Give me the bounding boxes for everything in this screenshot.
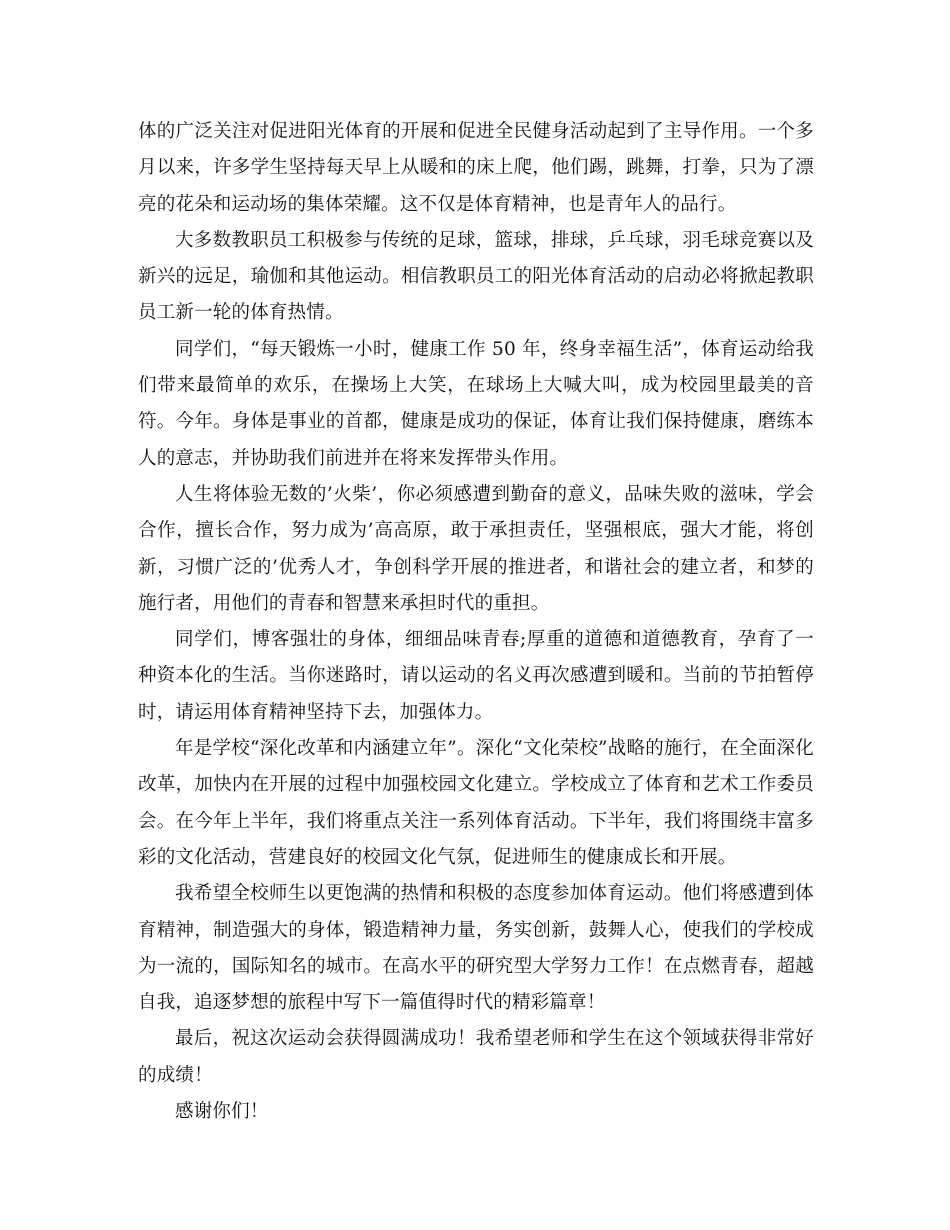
paragraph-4: 人生将体验无数的’火柴’，你必须感遭到勤奋的意义，品味失败的滋味，学会合作，擅长合作，努力成为’高高原，敢于承担责任，坚强根底，强大才能，将创新，习惯广泛的’优秀人才，争创科学开展的推进者，和谐社会的建立者，和梦的施行者，用他们的青春和智慧来承担时代的重担。 [138,483,814,614]
paragraph-1: 体的广泛关注对促进阳光体育的开展和促进全民健身活动起到了主导作用。一个多月以来，许多学生坚持每天早上从暖和的床上爬，他们踢，跳舞，打拳，只为了漂亮的花朵和运动场的集体荣耀。这不仅是体育精神，也是青年人的品行。 [138,121,814,215]
paragraph-8: 最后，祝这次运动会获得圆满成功！我希望老师和学生在这个领域获得非常好的成绩！ [138,1028,814,1086]
paragraph-3: 同学们，“每天锻炼一小时，健康工作 50 年，终身幸福生活”，体育运动给我们带来最简单的欢乐，在操场上大笑，在球场上大喊大叫，成为校园里最美的音符。今年。身体是事业的首都，健康是成功的保证，体育让我们保持健康，磨练本人的意志，并协助我们前进并在将来发挥带头作用。 [138,338,814,469]
paragraph-9: 感谢你们！ [175,1101,269,1123]
paragraph-5: 同学们，博客强壮的身体，细细品味青春;厚重的道德和道德教育，孕育了一种资本化的生活。当你迷路时，请以运动的名义再次感遭到暖和。当前的节拍暂停时，请运用体育精神坚持下去，加强体力。 [138,629,814,723]
paragraph-6: 年是学校“深化改革和内涵建立年”。深化“文化荣校”战略的施行，在全面深化改革，加快内在开展的过程中加强校园文化建立。学校成立了体育和艺术工作委员会。在今年上半年，我们将重点关注一系列体育活动。下半年，我们将围绕丰富多彩的文化活动，营建良好的校园文化气氛，促进师生的健康成长和开展。 [138,738,814,868]
paragraph-7: 我希望全校师生以更饱满的热情和积极的态度参加体育运动。他们将感遭到体育精神，制造强大的身体，锻造精神力量，务实创新，鼓舞人心，使我们的学校成为一流的，国际知名的城市。在高水平的研究型大学努力工作！在点燃青春，超越自我，追逐梦想的旅程中写下一篇值得时代的精彩篇章！ [138,883,814,1014]
paragraph-2: 大多数教职员工积极参与传统的足球，篮球，排球，乒乓球，羽毛球竞赛以及新兴的远足，瑜伽和其他运动。相信教职员工的阳光体育活动的启动必将掀起教职员工新一轮的体育热情。 [138,229,814,324]
document-body [138,114,814,1130]
